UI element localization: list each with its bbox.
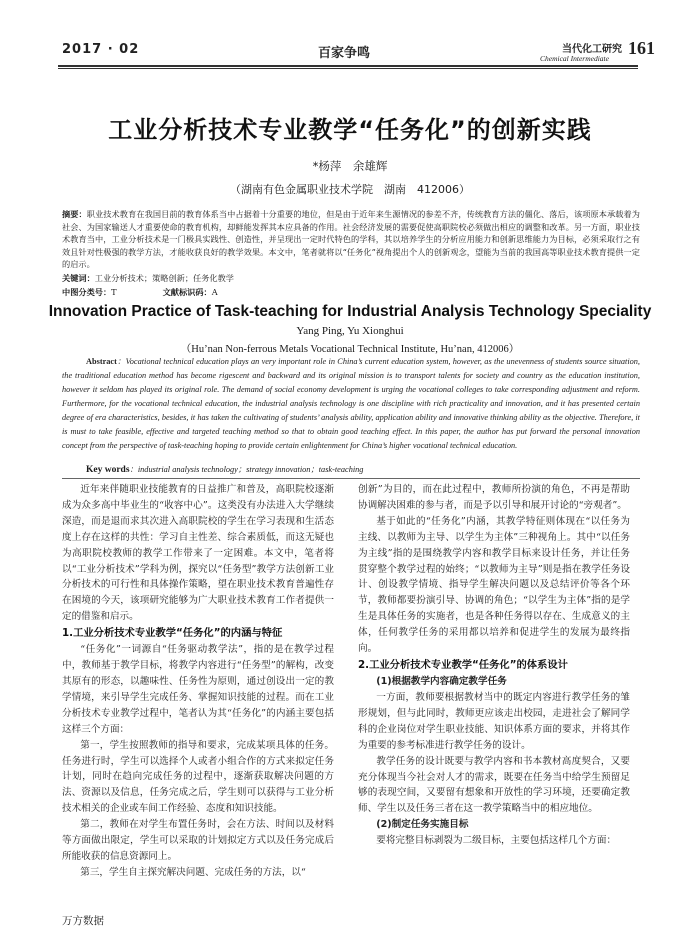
article-title-cn: 工业分析技术专业教学“任务化”的创新实践	[108, 116, 592, 144]
paragraph: 一方面，教师要根据教材当中的既定内容进行教学任务的雏形规划，但与此同时，教师更应该走出校园，走进社会了解同学科的企业岗位对学生职业技能、知识体系方面的要求，并将其作为重要的参考标准进行教学任务的设计。	[358, 691, 630, 751]
column-name: 百家争鸣	[318, 46, 371, 61]
header-rule-thin	[58, 68, 638, 69]
doc-code-label: 文献标识码：	[162, 287, 212, 297]
journal-name-cn: 当代化工研究	[562, 44, 622, 55]
classification	[62, 286, 640, 298]
section-divider	[62, 478, 640, 479]
paragraph: 要将完整目标剥裂为二级目标，主要包括这样几个方面：	[376, 835, 617, 847]
abstract-en-text: ：Vocational technical education plays an very important role in China’s current education system, however, as the unevenness of students source situation, the traditional education method has become rigescent and backward and its original mission is to transport talents for society and country as the education institution, however it seldom has played its original role. The demand of social economy development is urging the vocational colleges to take corresponding adjustment and reform. Furthermore, for the vocational technical education, the industrial analysis technology is one discipline with rich practicality and innovation, and it has presented certain degree of era characteristics, besides, it has taken the cultivating of students’ analysis ability, application ability and innovative thinking ability as the objective. Therefore, it is must to take feasible, effective and targeted teaching method so that to obtain good teaching effect. In this paper, the author has put forward the personal innovation concept from the perspective of task-teaching hoping to provide certain enlightenment for China’s higher vocational technical education.	[62, 357, 640, 450]
subsection-heading: (2)制定任务实施目标	[376, 819, 469, 831]
paragraph: 教学任务的设计既要与教学内容和书本教材高度契合，又要充分体现当今社会对人才的需求，既要在任务当中给学生预留足够的表现空间，又要留有想象和开放性的学习环境，还要确定教师、学生以及任务三者在这一教学策略当中的相应地位。	[358, 755, 630, 815]
article-title-en: Innovation Practice of Task-teaching for Industrial Analysis Technology Speciality	[48, 303, 652, 320]
abstract-cn	[62, 208, 640, 271]
footer-watermark: 万方数据	[62, 915, 104, 927]
section-heading-1: 1.工业分析技术专业教学“任务化”的内涵与特征	[62, 627, 283, 640]
section-heading-2: 2.工业分析技术专业教学“任务化”的体系设计	[358, 658, 568, 671]
clc-label: 中图分类号：	[62, 287, 112, 297]
keywords-cn-label: 关键词：	[62, 273, 95, 283]
page-header	[0, 0, 700, 70]
clc-value: T	[111, 287, 117, 297]
authors-cn: *杨萍 余雄辉	[312, 159, 388, 173]
abstract-cn-label: 摘要：	[62, 209, 87, 219]
body-column-right	[358, 482, 630, 849]
affiliation-en: （Hu’nan Non-ferrous Metals Vocational Technical Institute, Hu’nan, 412006）	[180, 344, 520, 355]
paragraph: 基于如此的“任务化”内涵，其教学特征则体现在“以任务为主线、以教师为主导、以学生为主体”三种视角上。其中“以任务为主线”指的是围绕教学内容和教学目标来设计任务，并让任务贯穿整个教学过程的始终；“以教师为主导”则是指在教学任务设计、创设教学情境、指导学生解决问题以及总结评价等各个环节，教师都要扮演引导、协调的角色；“以学生为主体”指的是学生是具体任务的实施者，也是各种任务得以存在、生成意义的主体，任何教学任务的采用都以培养和促进学生的发展为最终指向。	[358, 515, 630, 655]
issue-date: 2017 · 02	[62, 42, 140, 57]
paragraph: 第一，学生按照教师的指导和要求，完成某项具体的任务。任务进行时，学生可以选择个人或者小组合作的方式来拟定任务计划，同时在趋向完成任务的过程中，逐渐获取解决问题的方法、资源以及信息，任务完成之后，学生则可以获得与工业分析技术相关的企业或车间工作经验、态度和知识技能。	[62, 739, 334, 815]
subsection-heading: (1)根据教学内容确定教学任务	[376, 675, 507, 687]
keywords-en-text: ：industrial analysis technology；strategy innovation；task-teaching	[129, 465, 364, 474]
abstract-cn-text: 职业技术教育在我国目前的教育体系当中占据着十分重要的地位，但是由于近年来生源情况的参差不齐，传统教育方法的僵化、落后，该项原本承载着为社会、为国家输送人才重要使命的教育机构，却鲜能发挥其本应具备的作用。社会经济发展的需要促使高职院校必须做出相应的调整和改革。另一方面，职业技术教育当中，工业分析技术是一门极具实践性、创造性，并呈现出一定时代特色的学科，其以培养学生的分析应用能力和创新思维能力为目标，必须采取行之有效且针对性极强的教学方法，才能收获良好的教学效果。本文中，笔者就将以“任务化”视角提出个人的创新观念，望能为当前的我国高等职业技术教育提供一定的启示。	[62, 209, 640, 270]
abstract-en-label: Abstract	[86, 357, 117, 366]
header-rule	[58, 65, 638, 67]
paragraph: 近年来伴随职业技能教育的日益推广和普及，高职院校逐渐成为众多高中毕业生的“收容中心”。这类没有办法进入大学继续深造，而是退而求其次进入高职院校的学生在学习表现和生活态度上存在这样的共性：学习自主性差、综合素质低，而这无疑也为高职院校教师的教学工作带来了一定困难。本文中，笔者将以“工业分析技术”学科为例，探究以“任务型”教学方法创新工业分析技术的可行性和具体操作策略，望在职业技术教育普遍性存在困境的今天，该项研究能够为广大职业技术教育工作者提供一定的借鉴和启示。	[62, 484, 334, 623]
page-number: 161	[628, 38, 655, 58]
paragraph: 第二，教师在对学生布置任务时，会在方法、时间以及材料等方面做出限定，学生可以采取的计划拟定方式以及任务完成后所能收获的信息资源同上。	[62, 819, 334, 862]
body-column-left	[62, 482, 334, 881]
keywords-cn-text: 工业分析技术；策略创新；任务化教学	[94, 273, 234, 283]
paragraph-continued: 创新”为目的，而在此过程中，教师所扮演的角色，不再是帮助协调解决困难的参与者，而是予以引导和展开讨论的“旁观者”。	[358, 484, 630, 511]
keywords-en-label: Key words	[86, 465, 130, 475]
journal-name-en: Chemical Intermediate	[540, 54, 609, 63]
doc-code-value: A	[211, 287, 218, 297]
authors-en: Yang Ping, Yu Xionghui	[296, 325, 404, 337]
keywords-en	[86, 464, 640, 476]
paragraph: 第三，学生自主探究解决问题、完成任务的方法，以“	[80, 866, 306, 878]
affiliation-cn: （湖南有色金属职业技术学院 湖南 412006）	[230, 183, 470, 196]
abstract-en	[62, 355, 640, 453]
paragraph: “任务化”一词源自“任务驱动教学法”，指的是在教学过程中，教师基于教学目标，将教学内容进行“任务型”的解构，改变其原有的形态，以趣味性、任务性为原则，通过创设出一定的教学情境，来引导学生完成任务、掌握知识技能的过程。而在工业分析技术专业教学过程中，笔者认为其“任务化”的内涵主要包括这样三个方面：	[62, 644, 334, 735]
keywords-cn	[62, 272, 640, 284]
